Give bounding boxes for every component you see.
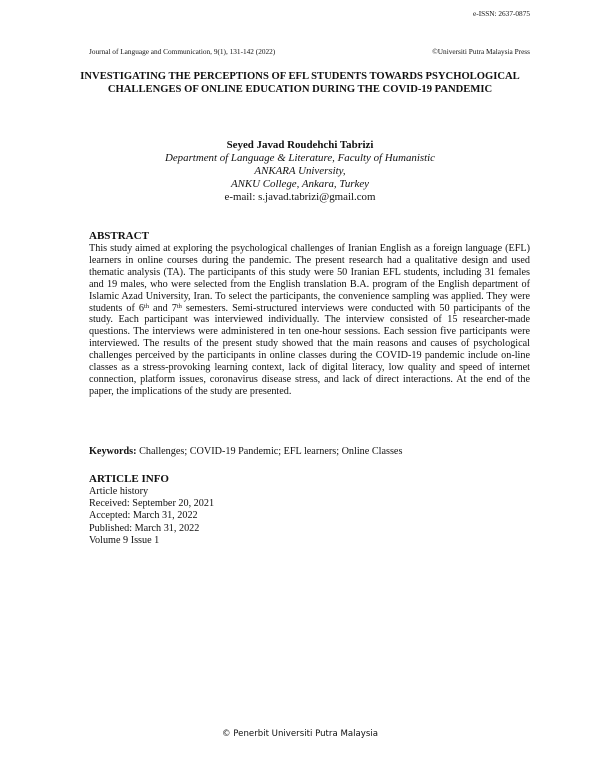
- article-history-label: Article history: [89, 486, 149, 497]
- superscript-th-2: th: [176, 302, 182, 310]
- eissn-label: e-ISSN: 2637-0875: [473, 9, 530, 18]
- article-info: [89, 486, 214, 547]
- author-email: e-mail: s.javad.tabrizi@gmail.com: [224, 191, 376, 203]
- volume-issue: Volume 9 Issue 1: [89, 534, 160, 546]
- abstract-heading: ABSTRACT: [89, 230, 149, 242]
- publisher-copyright: ©Universiti Putra Malaysia Press: [432, 47, 530, 56]
- accepted-date: Accepted: March 31, 2022: [89, 510, 198, 522]
- keywords-label: Keywords:: [89, 446, 137, 457]
- affiliation-line-1: Department of Language & Literature, Faculty of Humanistic: [164, 152, 436, 164]
- received-date: Received: September 20, 2021: [89, 498, 215, 510]
- abstract-part-1: This study aimed at exploring the psychological challenges of Iranian English as a foreign language (EFL) learners in online courses during the pandemic. The present research had a qualitative design and used thematic analysis (TA). The participants of this study were 50 Iranian EFL students, including 31 females and 19 males, who were selected from the English translation B.A. program of the English department of Islamic Azad University, Iran. To select the participants, the convenience sampling was applied. They were students of 6: [89, 243, 530, 314]
- affiliation-line-2: ANKARA University,: [254, 165, 346, 177]
- author-block: [60, 139, 540, 204]
- abstract-mid: and 7: [149, 302, 177, 314]
- abstract-text: [89, 243, 530, 398]
- paper-title: INVESTIGATING THE PERCEPTIONS OF EFL STUDENTS TOWARDS PSYCHOLOGICAL CHALLENGES OF ONLINE EDUCATION DURING THE COVID-19 PANDEMIC: [80, 71, 520, 95]
- keywords-text: Challenges; COVID-19 Pandemic; EFL learners; Online Classes: [136, 446, 403, 457]
- article-info-heading: ARTICLE INFO: [89, 473, 169, 485]
- keywords: [89, 446, 530, 458]
- author-name: Seyed Javad Roudehchi Tabrizi: [226, 139, 374, 151]
- affiliation-line-3: ANKU College, Ankara, Turkey: [230, 178, 370, 190]
- abstract-part-2: semesters. Semi-structured interviews were conducted with 50 participants of the study. Each participant was interviewed individually. The interview consisted of 15 researcher-made questions. The interviews were administered in ten one-hour sessions. Each session five participants were interviewed. The results of the present study showed that the main reasons and causes of psychological challenges perceived by the participants in online classes during the COVID-19 pandemic include on-line classes as a stress-provoking learning context, lack of digital literacy, low quality and speed of internet connection, platform issues, coronavirus disease stress, and lack of direct interactions. At the end of the paper, the implications of the study are presented.: [89, 302, 530, 397]
- published-date: Published: March 31, 2022: [89, 522, 200, 534]
- superscript-th-1: th: [143, 302, 150, 310]
- footer-copyright: © Penerbit Universiti Putra Malaysia: [221, 729, 378, 739]
- journal-citation: Journal of Language and Communication, 9(1), 131-142 (2022): [89, 47, 276, 56]
